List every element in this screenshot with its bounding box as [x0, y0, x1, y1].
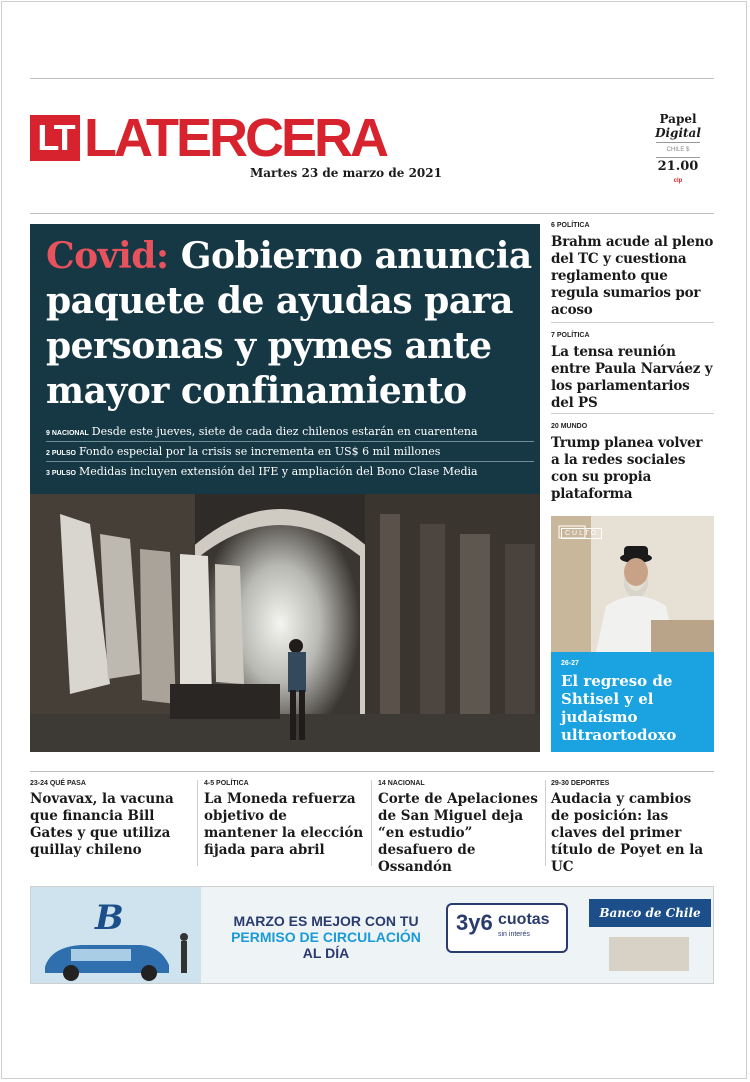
cuotas-word: cuotas — [498, 911, 550, 928]
column-divider — [371, 780, 372, 866]
bottom-headline: Audacia y cambios de posición: las claves del primer título de Poyet en la UC — [551, 791, 704, 875]
ad-car-illustration — [31, 887, 201, 983]
side-story[interactable] — [551, 332, 714, 412]
culto-photo — [551, 516, 714, 652]
issue-date: Martes 23 de marzo de 2021 — [250, 166, 442, 180]
bullet-text: Desde este jueves, siete de cada diez chilenos estarán en cuarentena — [91, 425, 478, 438]
hero-headline — [46, 234, 534, 414]
hero-bullet[interactable] — [46, 462, 534, 481]
bottom-row-rule — [30, 771, 714, 772]
bottom-section: 29-30 DEPORTES — [551, 780, 610, 787]
bullet-section: 3 PULSO — [46, 470, 76, 477]
bank-logo: Banco de Chile — [589, 899, 711, 927]
bullet-section: 9 NACIONAL — [46, 430, 89, 437]
column-divider — [197, 780, 198, 866]
cuotas-number: 3y6 — [456, 910, 493, 935]
bottom-story[interactable] — [378, 780, 538, 876]
hero-bullets — [46, 422, 534, 481]
logo-mark: LT — [30, 115, 80, 161]
bottom-section: 4-5 POLÍTICA — [204, 780, 249, 787]
price-line2: Digital — [655, 126, 701, 140]
culto-section: 26-27 — [561, 660, 579, 667]
price-box — [650, 112, 706, 188]
bullet-section: 2 PULSO — [46, 450, 76, 457]
bottom-story[interactable] — [30, 780, 190, 859]
cuotas-badge — [446, 903, 568, 953]
side-rule — [551, 413, 714, 414]
price-currency: clp — [673, 178, 683, 184]
side-headline: Brahm acude al pleno del TC y cuestiona reglamento que regula sumarios por acoso — [551, 234, 714, 318]
side-story[interactable] — [551, 423, 714, 503]
side-rule — [551, 322, 714, 323]
headline-accent: Covid: — [46, 235, 169, 277]
price-line1: Papel — [659, 112, 697, 126]
bottom-story[interactable] — [551, 780, 711, 876]
culto-caption-box — [551, 652, 714, 752]
logo-wordmark: LATERCERA — [84, 108, 386, 168]
price-amount: 21.00 — [657, 159, 699, 174]
hero-story[interactable] — [30, 224, 540, 494]
side-section: 6 POLÍTICA — [551, 222, 590, 229]
ad-line1: MARZO ES MEJOR CON TU — [233, 913, 419, 929]
bullet-text: Fondo especial por la crisis se incrementa en US$ 6 mil millones — [78, 445, 441, 458]
side-section: 20 MUNDO — [551, 423, 588, 430]
top-rule — [30, 78, 714, 79]
side-headline: Trump planea volver a la redes sociales con su propia plataforma — [551, 435, 703, 502]
ad-line3: AL DÍA — [302, 945, 350, 961]
hero-photo[interactable] — [30, 494, 540, 752]
bottom-headline: Corte de Apelaciones de San Miguel deja “en estudio” desafuero de Ossandón — [378, 791, 538, 875]
culto-headline: El regreso de Shtisel y el judaísmo ultraortodoxo — [561, 672, 677, 744]
side-section: 7 POLÍTICA — [551, 332, 590, 339]
cuotas-sub: sin interés — [498, 931, 530, 938]
bank-advertisement[interactable] — [30, 886, 714, 984]
column-divider — [545, 780, 546, 866]
bottom-story[interactable] — [204, 780, 364, 859]
arcade-photo-illustration — [30, 494, 540, 752]
bottom-section: 14 NACIONAL — [378, 780, 425, 787]
bottom-headline: La Moneda refuerza objetivo de mantener la elección fijada para abril — [204, 791, 364, 858]
headline-text: Gobierno anuncia paquete de ayudas para personas y pymes ante mayor confinamiento — [46, 235, 532, 412]
culto-promo[interactable] — [551, 516, 714, 752]
ad-card-image — [609, 937, 689, 971]
masthead-logo[interactable] — [30, 108, 386, 168]
svg-text:B: B — [95, 898, 124, 938]
ad-line2: PERMISO DE CIRCULACIÓN — [231, 929, 421, 945]
masthead-rule — [30, 213, 714, 214]
hero-bullet[interactable] — [46, 422, 534, 442]
culto-badge: CULTO — [561, 528, 602, 539]
price-label: CHILE $ — [656, 142, 700, 158]
side-story[interactable] — [551, 222, 714, 319]
bottom-section: 23-24 QUÉ PASA — [30, 780, 86, 787]
bottom-headline: Novavax, la vacuna que financia Bill Gates y que utiliza quillay chileno — [30, 791, 174, 858]
bullet-text: Medidas incluyen extensión del IFE y ampliación del Bono Clase Media — [78, 465, 478, 478]
hero-bullet[interactable] — [46, 442, 534, 462]
side-headline: La tensa reunión entre Paula Narváez y los parlamentarios del PS — [551, 344, 713, 411]
